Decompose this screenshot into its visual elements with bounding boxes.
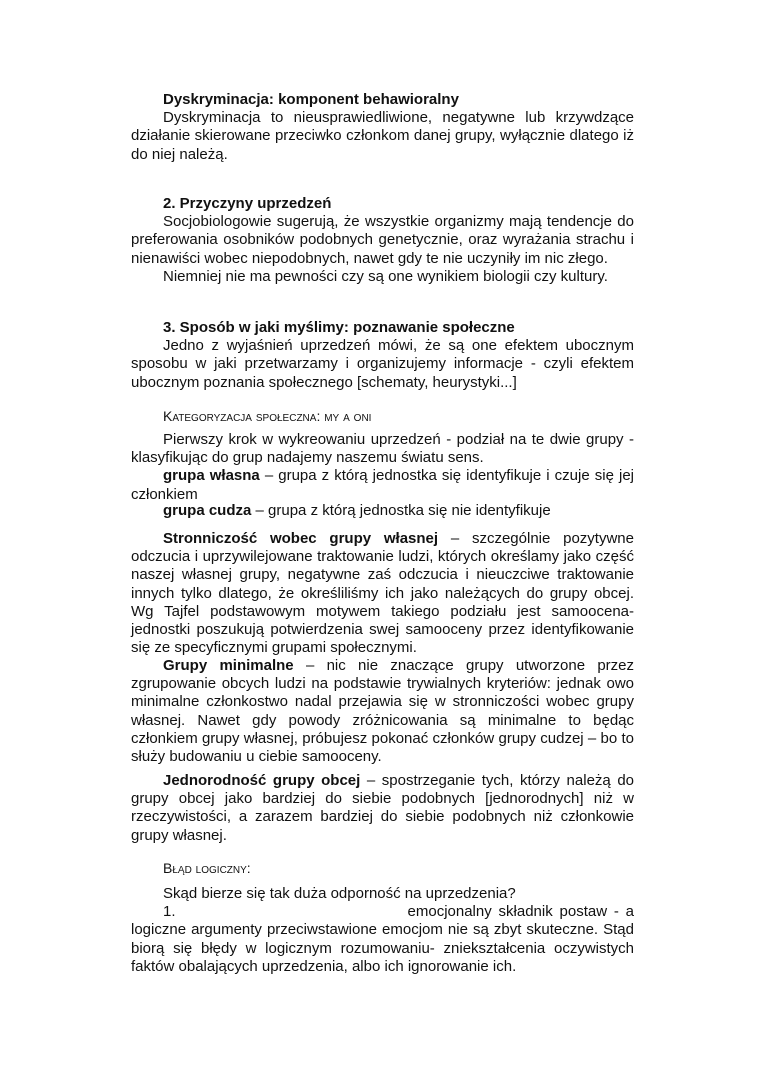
paragraph: Niemniej nie ma pewności czy są one wynikiem biologii czy kultury. bbox=[163, 267, 608, 285]
heading-discrimination: Dyskryminacja: komponent behawioralny bbox=[163, 91, 459, 108]
paragraph: Dyskryminacja to nieusprawiedliwione, negatywne lub krzywdzące działanie skierowane przeciwko członkom danej grupy, wyłącznie dlatego iż do niej należą. bbox=[131, 109, 634, 163]
term: Grupy minimalne bbox=[163, 657, 294, 674]
section-cognition bbox=[131, 319, 634, 392]
definition-minimal-groups bbox=[131, 657, 634, 766]
definition: – grupa z którą jednostka się identyfikuje i czuje się jej członkiem bbox=[131, 467, 635, 503]
definition-outgroup bbox=[131, 502, 634, 520]
paragraph: Pierwszy krok w wykreowaniu uprzedzeń - podział na te dwie grupy - klasyfikując do grup nadajemy naszemu światu sens. bbox=[131, 431, 634, 467]
section-discrimination bbox=[131, 91, 634, 164]
term: grupa cudza bbox=[163, 502, 252, 519]
definition-outgroup-homogeneity bbox=[131, 772, 634, 845]
section-logic-heading bbox=[131, 859, 634, 877]
paragraph-intro bbox=[131, 431, 634, 504]
term: Jednorodność grupy obcej bbox=[163, 772, 361, 789]
definition: – grupa z którą jednostka się nie identyfikuje bbox=[251, 502, 551, 519]
section-categorization-heading bbox=[131, 407, 634, 425]
definition-ingroup bbox=[131, 467, 634, 503]
term: Stronniczość wobec grupy własnej bbox=[163, 530, 439, 547]
section-logic bbox=[131, 885, 634, 976]
definition: – spostrzeganie tych, którzy należą do grupy obcej jako bardziej do siebie podobnych [jednorodnych] niż w rzeczywistości, a zarazem bardziej do siebie podobnych niż członkowie grupy własnej. bbox=[131, 772, 635, 844]
heading-causes: 2. Przyczyny uprzedzeń bbox=[163, 195, 332, 212]
question: Skąd bierze się tak duża odporność na uprzedzenia? bbox=[163, 885, 516, 902]
paragraph: Jedno z wyjaśnień uprzedzeń mówi, że są one efektem ubocznym sposobu w jaki przetwarzamy i organizujemy informacje - czyli efektem ubocznym poznania społecznego [schematy, heurystyki...] bbox=[131, 337, 634, 391]
item-text: emocjonalny składnik postaw - a logiczne argumenty przeciwstawione emocjom nie są zbyt skuteczne. Stąd biorą się błędy w logicznym rozumowaniu- zniekształcenia oczywistych faktów obalających uprzedzenia, albo ich ignorowanie ich. bbox=[131, 903, 634, 975]
definition-ingroup-bias bbox=[131, 530, 634, 657]
heading-cognition: 3. Sposób w jaki myślimy: poznawanie społeczne bbox=[163, 319, 515, 336]
list-item bbox=[131, 903, 634, 976]
item-number: 1. bbox=[163, 903, 176, 921]
section-causes bbox=[131, 195, 634, 286]
paragraph: Socjobiologowie sugerują, że wszystkie organizmy mają tendencje do preferowania osobników podobnych genetycznie, oraz wyrażania strachu i nienawiści wobec niepodobnych, nawet gdy te nie uczyniły im nic złego. bbox=[131, 213, 634, 267]
definition: – szczególnie pozytywne odczucia i uprzywilejowane traktowanie ludzi, których określamy jako część naszej własnej grupy, negatywne zaś odczucia i nieuczciwe traktowanie innych tylko dlatego, że określiliśmy ich jako należących do grupy obcej. Wg Tajfel podstawowym motywem takiego podziału jest samoocena- jednostki poszukują potwierdzenia swej samooceny przez identyfikowanie się ze specyficznymi grupami społecznymi. bbox=[131, 530, 634, 657]
heading-categorization: Kategoryzacja społeczna: my a oni bbox=[163, 408, 372, 424]
term: grupa własna bbox=[163, 467, 260, 485]
definition: – nic nie znaczące grupy utworzone przez zgrupowanie obcych ludzi na podstawie trywialnych kryteriów: jednak owo minimalne członkostwo nadal przejawia się w stronniczości wobec grupy własnej. Nawet gdy powody zróżnicowania są minimalne to będąc członkiem grupy własnej, próbujesz pokonać członków grupy cudzej – bo to służy budowaniu u ciebie samooceny. bbox=[131, 657, 635, 766]
heading-logic: Błąd logiczny: bbox=[163, 860, 251, 876]
